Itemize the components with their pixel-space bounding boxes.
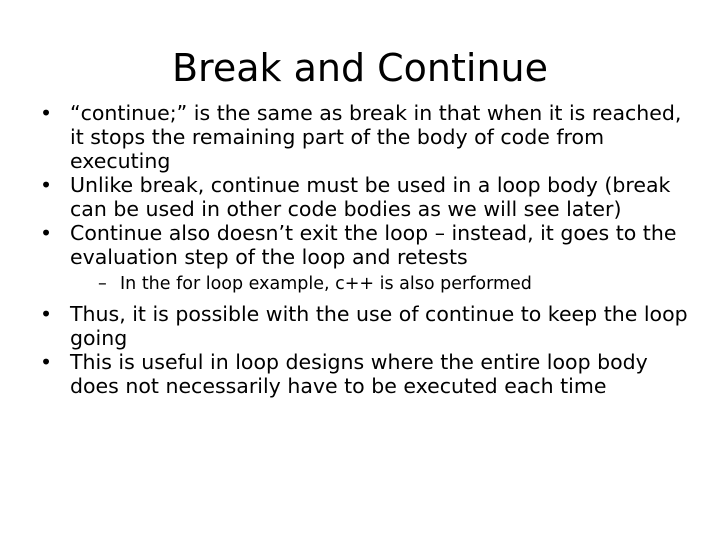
slide-title: Break and Continue [171,46,549,90]
bullet-text: Unlike break, continue must be used in a loop body (break can be used in other code bodies as we will see later) [70,173,671,221]
bullet-item [36,350,696,398]
sub-bullet-marker: – [98,274,107,294]
bullet-marker: • [40,302,53,326]
bullet-marker: • [40,221,53,245]
bullet-text: Thus, it is possible with the use of continue to keep the loop going [70,302,688,350]
sub-bullet-list [70,273,696,295]
bullet-text: “continue;” is the same as break in that when it is reached, it stops the remaining part of the body of code from executing [70,101,682,173]
bullet-marker: • [40,350,53,374]
sub-bullet-text: In the for loop example, c++ is also performed [120,274,532,294]
bullet-marker: • [40,173,53,197]
bullet-text: Continue also doesn’t exit the loop – instead, it goes to the evaluation step of the loop and retests [70,221,677,269]
bullet-marker: • [40,101,53,125]
bullet-item [36,221,696,295]
bullet-item [36,101,696,173]
bullet-item [36,173,696,221]
bullet-list [36,101,696,398]
sub-bullet-item [70,273,696,295]
bullet-item [36,302,696,350]
bullet-text: This is useful in loop designs where the entire loop body does not necessarily have to be executed each time [70,350,648,398]
